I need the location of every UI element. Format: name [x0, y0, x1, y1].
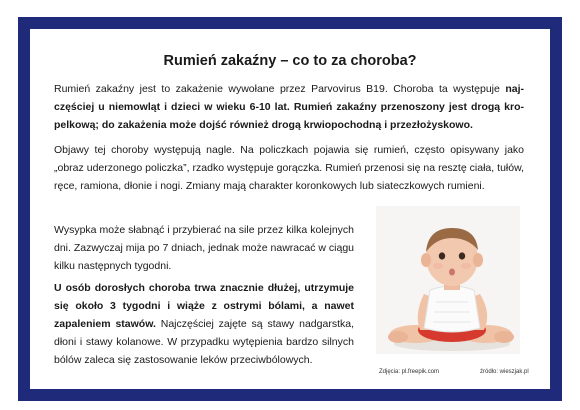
child-photo	[376, 206, 520, 354]
intro-bold-text: najczęściej u niemowląt i dzieci w wieku 6-10 lat. Rumień zakaźny przenoszony jest drogą kropelkową; do zakażenia może dojść również drogą krwiopochodną i przezłożyskowo.	[54, 83, 524, 131]
adults-text: Najczęściej zajęte są stawy nadgarstka, dłoni i stawy kolanowe. W przypadku wytępienia bardzo silnych bólów zaleca się zastosowanie leków przeciwbólowych.	[54, 318, 354, 366]
intro-text: Rumień zakaźny jest to zakażenie wywołane przez Parvovirus B19. Choroba ta występuje	[54, 83, 506, 95]
paragraph-symptoms: Objawy tej choroby występują nagle. Na policzkach pojawia się rumień, często opisywany jako „obraz uderzonego policzka”, rzadko występuje gorączka. Rumień przenosi się na resztę ciała, tułów, ręce, ramiona, dłonie i nogi. Zmiany mają charakter koronkowych lub siateczkowych rumieni.	[54, 144, 524, 192]
adults-bold-text: U osób dorosłych choroba trwa znacznie dłużej, utrzymuje się około 3 tygodni i wiąże z ostrymi bólami, a nawet zapaleniem stawów.	[54, 282, 354, 330]
source-credit: źródło: wieszjak.pl	[480, 369, 529, 375]
paragraph-adults	[54, 279, 354, 369]
photo-credit: Zdjęcia: pl.freepik.com	[379, 369, 440, 375]
page-frame	[18, 17, 562, 401]
paragraph-rash: Wysypka może słabnąć i przybierać na sile przez kilka kolejnych dni. Zazwyczaj mija po 7 dniach, jednak może nawracać w ciągu kilku następnych tygodni.	[54, 224, 354, 272]
paragraph-intro	[54, 80, 524, 134]
child-illustration-icon	[376, 206, 520, 354]
page-title: Rumień zakaźny – co to za choroba?	[163, 53, 417, 69]
